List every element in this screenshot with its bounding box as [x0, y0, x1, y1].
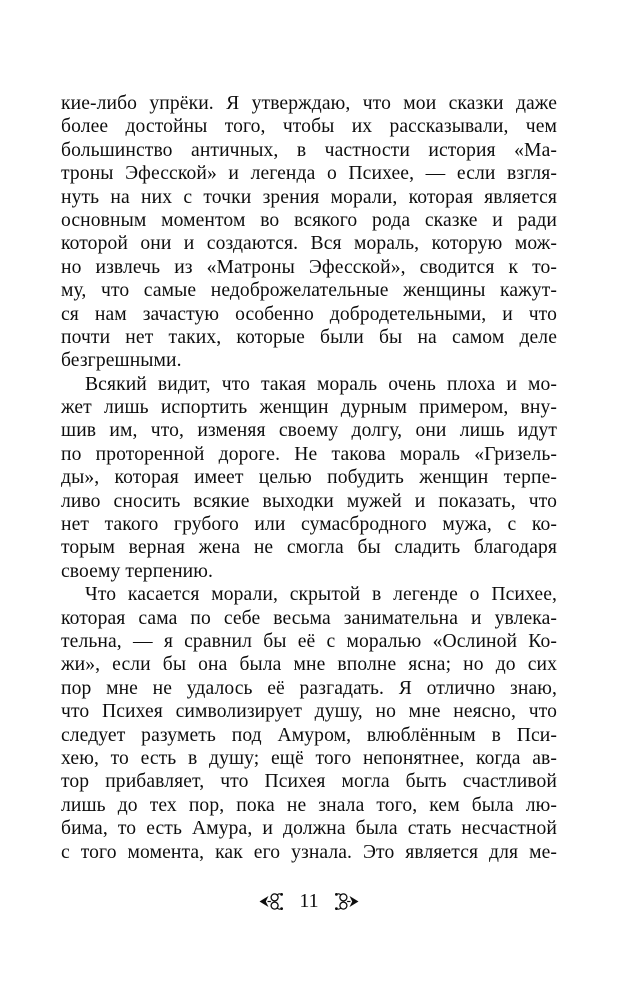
text-line: жи», если бы она была мне вполне ясна; но до сих	[61, 654, 557, 676]
text-line: му, что самые недоброжелательные женщины кажут-	[61, 280, 557, 302]
text-line: тор прибавляет, что Психея могла быть счастливой	[61, 771, 557, 793]
text-line: более достойны того, чтобы их рассказывали, чем	[61, 116, 557, 138]
body-text	[61, 92, 557, 864]
text-line: пор мне не удалось её разгадать. Я отлично знаю,	[61, 677, 557, 699]
text-line: нуть на них с точки зрения морали, которая является	[61, 186, 557, 208]
text-line: почти нет таких, которые были бы на самом деле	[61, 326, 557, 348]
text-line: кие-либо упрёки. Я утверждаю, что мои сказки даже	[61, 93, 557, 114]
text-line: ды», которая имеет целью побудить женщин терпе-	[61, 467, 557, 489]
text-line: торым верная жена не смогла бы сладить благодаря	[61, 537, 557, 559]
text-line: Что касается морали, скрытой в легенде о Психее,	[85, 584, 557, 606]
text-line: лишь до тех пор, пока не знала того, кем была лю-	[61, 794, 557, 816]
text-line: бима, то есть Амура, и должна была стать несчастной	[61, 818, 557, 840]
text-line: по проторенной дороге. Не такова мораль «Гризель-	[61, 443, 557, 465]
text-line: шив им, что, изменяя своему долгу, они лишь идут	[61, 420, 557, 442]
fleuron-left-icon	[259, 891, 284, 912]
text-line: основным моментом во всякого рода сказке и ради	[61, 209, 557, 231]
text-line: безгрешными.	[61, 350, 182, 372]
page-number: 11	[299, 890, 319, 912]
text-line: ливо сносить всякие выходки мужей и показать, что	[61, 490, 557, 512]
text-line: которой они и создаются. Вся мораль, которую мож-	[61, 233, 557, 255]
text-line: тельна, — я сравнил бы её с моралью «Ослиной Ко-	[61, 630, 557, 652]
text-line: ся нам зачастую особенно добродетельными, и что	[61, 303, 557, 325]
text-line: Всякий видит, что такая мораль очень плоха и мо-	[85, 373, 557, 395]
text-line: с того момента, как его узнала. Это является для ме-	[61, 841, 557, 863]
text-line: хею, то есть в душу; ещё того непонятнее, когда ав-	[61, 747, 557, 769]
page-footer	[61, 889, 557, 913]
text-line: жет лишь испортить женщин дурным примером, вну-	[61, 397, 557, 419]
fleuron-right-icon	[334, 891, 359, 912]
text-line: которая сама по себе весьма занимательна и увлека-	[61, 607, 557, 629]
text-line: своему терпению.	[61, 560, 213, 582]
text-line: нет такого грубого или сумасбродного мужа, с ко-	[61, 514, 557, 536]
text-line: большинство античных, в частности история «Ма-	[61, 139, 557, 161]
text-line: что Психея символизирует душу, но мне неясно, что	[61, 701, 557, 723]
text-line: следует разуметь под Амуром, влюблённым в Пси-	[61, 724, 557, 746]
text-line: троны Эфесской» и легенда о Психее, — если взгля-	[61, 163, 557, 185]
text-line: но извлечь из «Матроны Эфесской», сводится к то-	[61, 256, 557, 278]
